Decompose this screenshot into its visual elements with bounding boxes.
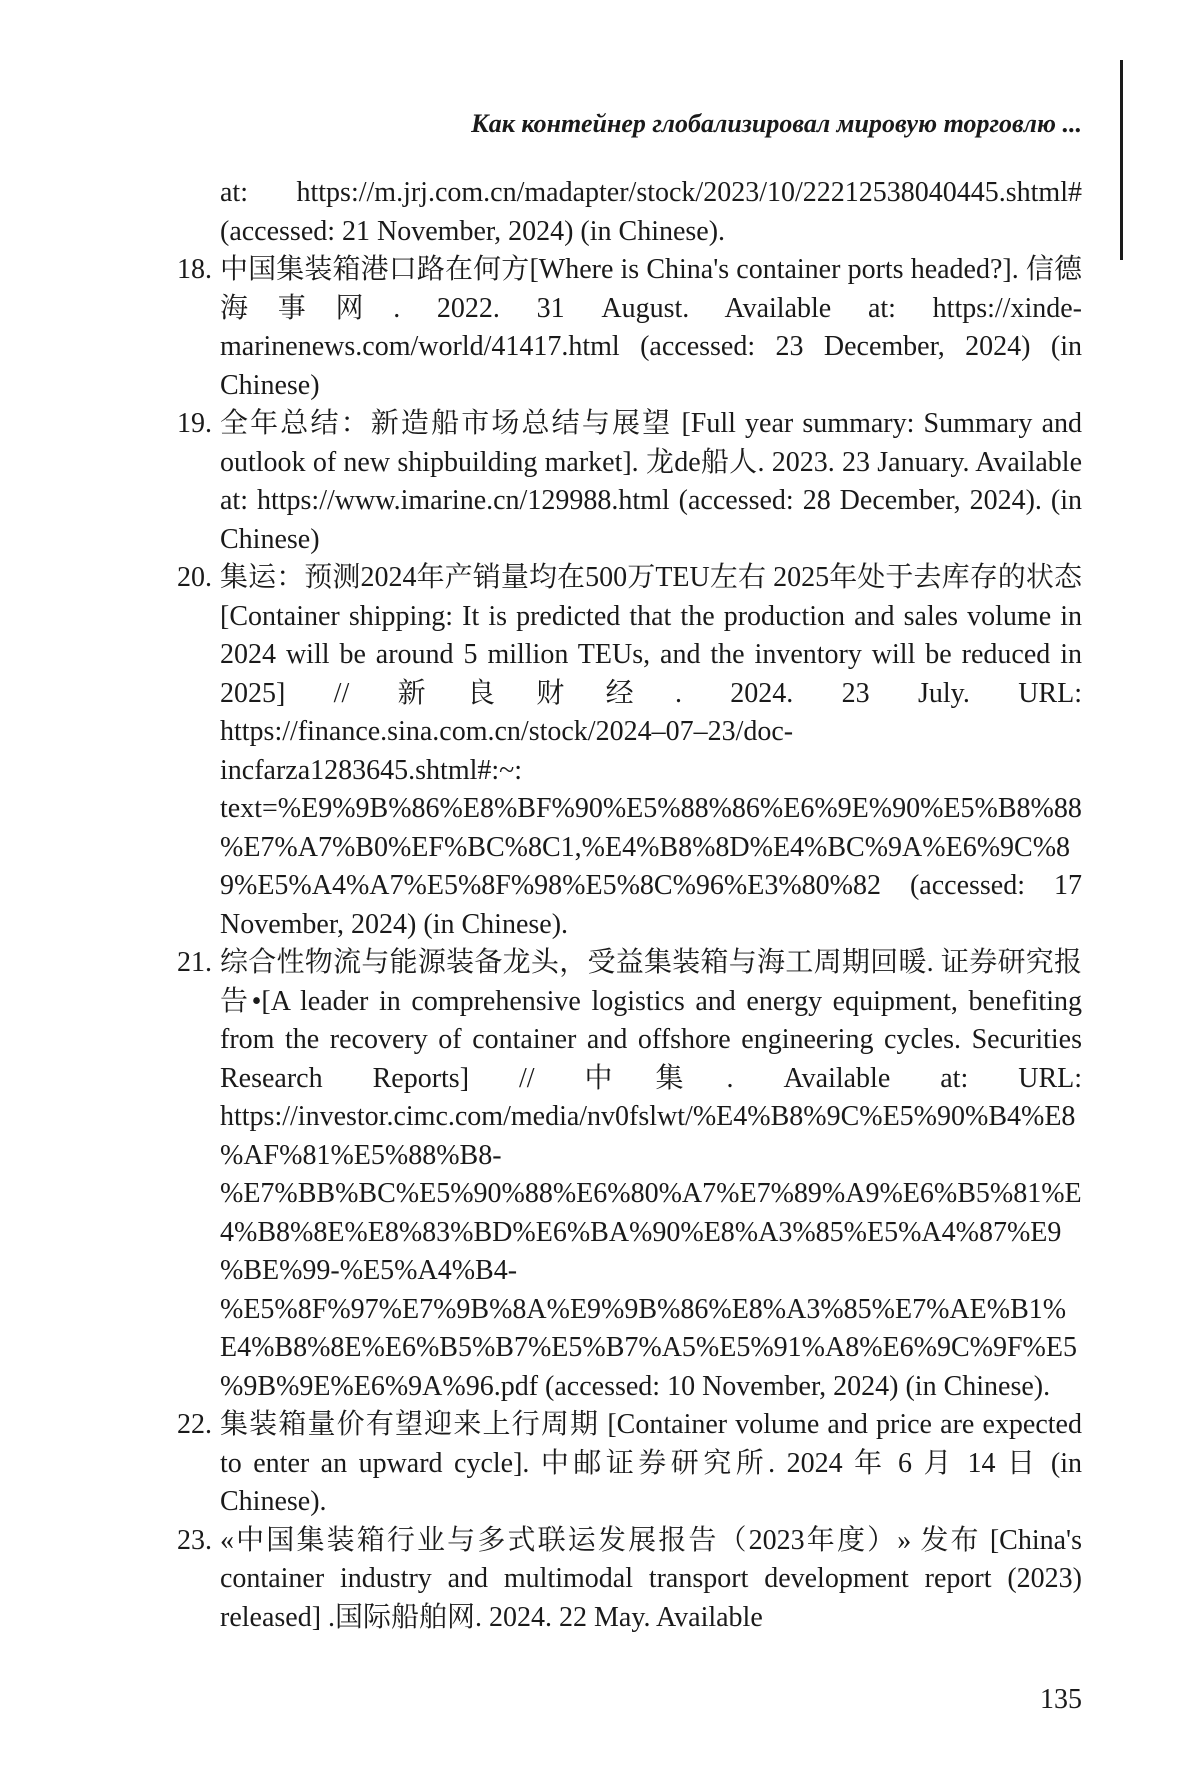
reference-text: 全年总结：新造船市场总结与展望 [Full year summary: Summary and outlook of new shipbuilding market]. 龙de船人. 2023. 23 January. Available at: https://www.imarine.cn/129988.html (accessed: 28 December, 2024). (in Chinese) xyxy=(220,405,1082,559)
reference-18 xyxy=(150,251,1082,405)
reference-text: 集运：预测2024年产销量均在500万TEU左右 2025年处于去库存的状态 [Container shipping: It is predicted that the production and sales volume in 2024 will be around 5 million TEUs, and the inventory will be reduced in 2025] // 新良财经. 2024. 23 July. URL: https://finance.sina.com.cn/stock/2024–07–23/doc-incfarza1283645.shtml#:~: text=%E9%9B%86%E8%BF%90%E5%88%86%E6%9E%90%E5%B8%88%E7%A7%B0%EF%BC%8C1,%E4%B8%8D%E4%BC%9A%E6%9C%89%E5%A4%A7%E5%8F%98%E5%8C%96%E3%80%82 (accessed: 17 November, 2024) (in Chinese). xyxy=(220,559,1082,944)
reference-list xyxy=(150,174,1082,1637)
reference-text: «中国集装箱行业与多式联运发展报告（2023年度）» 发布 [China's container industry and multimodal transport development report (2023) released] .国际船舶网. 2024. 22 May. Available xyxy=(220,1522,1082,1638)
reference-continuation xyxy=(150,174,1082,251)
reference-number: 23. xyxy=(150,1522,212,1561)
reference-number: 18. xyxy=(150,251,212,290)
reference-text: 综合性物流与能源装备龙头，受益集装箱与海工周期回暖. 证券研究报告•[A leader in comprehensive logistics and energy equipment, benefiting from the recovery of container and offshore engineering cycles. Securities Research Reports] // 中集. Available at: URL: https://investor.cimc.com/media/nv0fslwt/%E4%B8%9C%E5%90%B4%E8%AF%81%E5%88%B8-%E7%BB%BC%E5%90%88%E6%80%A7%E7%89%A9%E6%B5%81%E4%B8%8E%E8%83%BD%E6%BA%90%E8%A3%85%E5%A4%87%E9%BE%99-%E5%A4%B4-%E5%8F%97%E7%9B%8A%E9%9B%86%E8%A3%85%E7%AE%B1%E4%B8%8E%E6%B5%B7%E5%B7%A5%E5%91%A8%E6%9C%9F%E5%9B%9E%E6%9A%96.pdf (accessed: 10 November, 2024) (in Chinese). xyxy=(220,944,1082,1406)
page-number: 135 xyxy=(1040,1680,1082,1720)
reference-22 xyxy=(150,1406,1082,1522)
reference-number: 19. xyxy=(150,405,212,444)
reference-20 xyxy=(150,559,1082,944)
reference-number: 21. xyxy=(150,944,212,983)
reference-text: 中国集装箱港口路在何方[Where is China's container ports headed?]. 信德海事网. 2022. 31 August. Available at: https://xinde-marinenews.com/world/41417.html (accessed: 23 December, 2024) (in Chinese) xyxy=(220,251,1082,405)
running-header: Как контейнер глобализировал мировую торговлю ... xyxy=(220,104,1082,144)
reference-number: 20. xyxy=(150,559,212,598)
reference-text: at: https://m.jrj.com.cn/madapter/stock/2023/10/22212538040445.shtml# (accessed: 21 November, 2024) (in Chinese). xyxy=(220,174,1082,251)
reference-19 xyxy=(150,405,1082,559)
margin-rule xyxy=(1120,60,1123,260)
reference-23 xyxy=(150,1522,1082,1638)
reference-21 xyxy=(150,944,1082,1406)
reference-number: 22. xyxy=(150,1406,212,1445)
reference-text: 集装箱量价有望迎来上行周期 [Container volume and price are expected to enter an upward cycle]. 中邮证券研究所. 2024 年 6 月 14 日 (in Chinese). xyxy=(220,1406,1082,1522)
